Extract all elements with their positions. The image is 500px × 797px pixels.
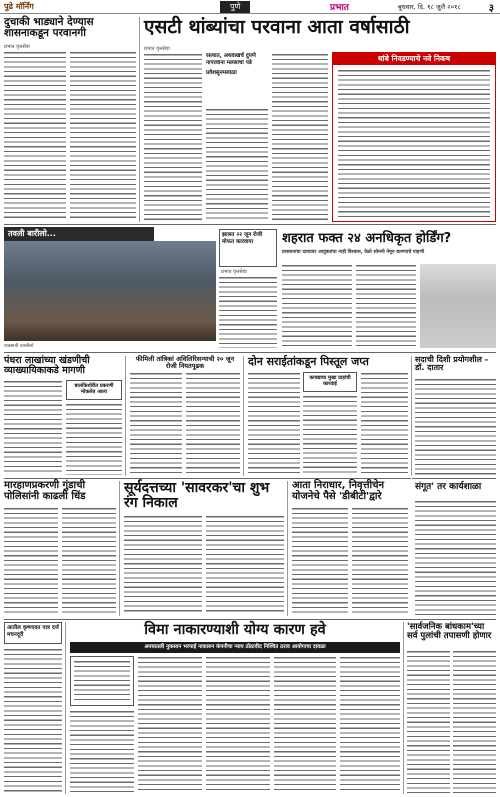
hoarding-kicker: झालत २२ जून रोजी मोफत कारवाया <box>219 229 277 267</box>
b1-text <box>4 648 62 793</box>
b2-text-d <box>274 656 336 793</box>
bullet-1: रस्त्यात, अथवाखर्च दुपणे नापरवाना मलसाचा पडे <box>206 53 256 66</box>
a8-headline: संगूत' तर कार्यशाळा <box>415 482 482 492</box>
main-text-b <box>206 108 268 221</box>
b2-text-c <box>206 656 270 793</box>
a7-headline: आता निराधार, निवृत्तीचेन योजनेचे पैसे 'डीबीटी'द्वारे <box>292 480 385 502</box>
main-headline: एसटी थांब्यांचा परवाना आता वर्षासाठी <box>144 16 410 38</box>
section-title: पुढे मॉर्निंग <box>4 2 34 11</box>
a7-text-b <box>352 507 408 615</box>
photo-caption: पावसाची तवलीलो <box>4 344 34 349</box>
criteria-list <box>338 69 490 217</box>
a3-text-a <box>248 372 300 475</box>
a4-text <box>415 378 496 475</box>
rain-photo <box>4 241 216 341</box>
masthead: प्रभात <box>330 3 349 13</box>
b1-headline: आतील कृष्णावत पात्र दर्ज मचनदूरी <box>4 622 62 644</box>
hoarding-side-text <box>219 276 277 348</box>
col1-byline: प्रभात वृत्तसेवा <box>4 44 30 50</box>
page-number: ३ <box>488 2 494 14</box>
criteria-box <box>332 52 496 222</box>
a6-text-a <box>124 515 202 615</box>
hoarding-text-a <box>282 264 352 348</box>
a1-text-b <box>66 403 122 475</box>
b2-quote <box>70 656 134 706</box>
a3-text-c <box>361 372 408 475</box>
a6-headline: सूर्यदत्तच्या 'सावरकर'चा शुभ रंग निकाल <box>124 480 270 511</box>
a1-kicker: बालकिशोरीत प्रकरणी मोकलेत आला <box>66 380 122 400</box>
col1-text-a <box>4 51 66 221</box>
a4-headline: सदाची दिशी प्रयोगशील - डॉ. दातार <box>415 355 489 373</box>
a5-headline: मारहाणप्रकरणी गुंडाची पोलिसांनी काढली धिंड <box>4 480 86 502</box>
city-tag: पुणे <box>220 1 250 13</box>
a3-kicker: कायद्याचा मुखा ग्राहांची कारवाई <box>303 372 357 392</box>
main-text-c <box>272 53 328 221</box>
b2-headline: विमा नाकारण्याशी योग्य कारण हवे <box>144 622 326 638</box>
issue-date: बुधवार, दि. १८ जुलै २०१८ <box>398 3 461 11</box>
hoarding-photo <box>420 264 496 348</box>
a5-text-a <box>4 507 58 615</box>
hoarding-headline: शहरात फक्त २४ अनधिकृत होर्डिंग? <box>282 231 452 246</box>
col1-text-b <box>70 51 136 221</box>
a5-text-b <box>62 507 116 615</box>
page-header <box>0 0 500 14</box>
a6-text-b <box>206 515 284 615</box>
b2-text-a <box>70 710 134 793</box>
photo-strip: तवली बारीलो... <box>4 227 154 241</box>
a2-text-a <box>130 372 182 475</box>
a2-headline: फीमिली तांत्रिकां अविलिरिसन्याची २० जून रोजी नियतपूढक <box>135 355 235 370</box>
a8-text <box>415 500 496 615</box>
hoarding-byline: प्रभात वृत्तसेवा <box>221 269 247 275</box>
criteria-title: थांबे निवडण्याचे नवे निकष <box>333 53 495 65</box>
hoarding-sub: प्रशासनाचा दाव्यावर आयुक्तांचा नाही विश्वास, वेळो सोमनी नेमून करण्याचे पाहणी <box>282 250 425 255</box>
b3-text-a <box>407 650 450 793</box>
main-text-a <box>144 53 202 221</box>
col1-headline: दुचाकी भाड्याने देण्यास शासनाकडून परवानगी <box>4 16 94 40</box>
a2-text-b <box>186 372 240 475</box>
a1-headline: पंधरा लाखांच्या खंडणीची व्याख्यायिकाकडे मागणी <box>4 355 90 376</box>
bullet-2: प्रवेशसुनमलाळा <box>206 70 237 76</box>
b3-text-b <box>453 650 496 793</box>
b2-subhead: अपघातली नुकसान भरपाई नाकारुन कंपनीचा न्याय ठोठावीद निश्चित ठराव आयोगाचा दावळा <box>70 642 400 653</box>
a3-text-b <box>303 395 357 475</box>
b2-text-b <box>138 656 202 793</box>
a7-text-a <box>292 507 348 615</box>
b2-text-e <box>340 656 400 793</box>
a1-text-a <box>4 380 62 475</box>
hoarding-text-b <box>356 264 416 348</box>
main-bullets <box>206 53 268 103</box>
main-byline: प्रभात वृत्तसेवा <box>144 46 170 52</box>
a3-headline: दोन सराईतांकडून पिस्तूल जप्त <box>248 355 369 368</box>
b3-headline: 'सार्वजनिक बांधकाम'च्या सर्व पुलांची तपासणी होणार <box>407 622 492 641</box>
